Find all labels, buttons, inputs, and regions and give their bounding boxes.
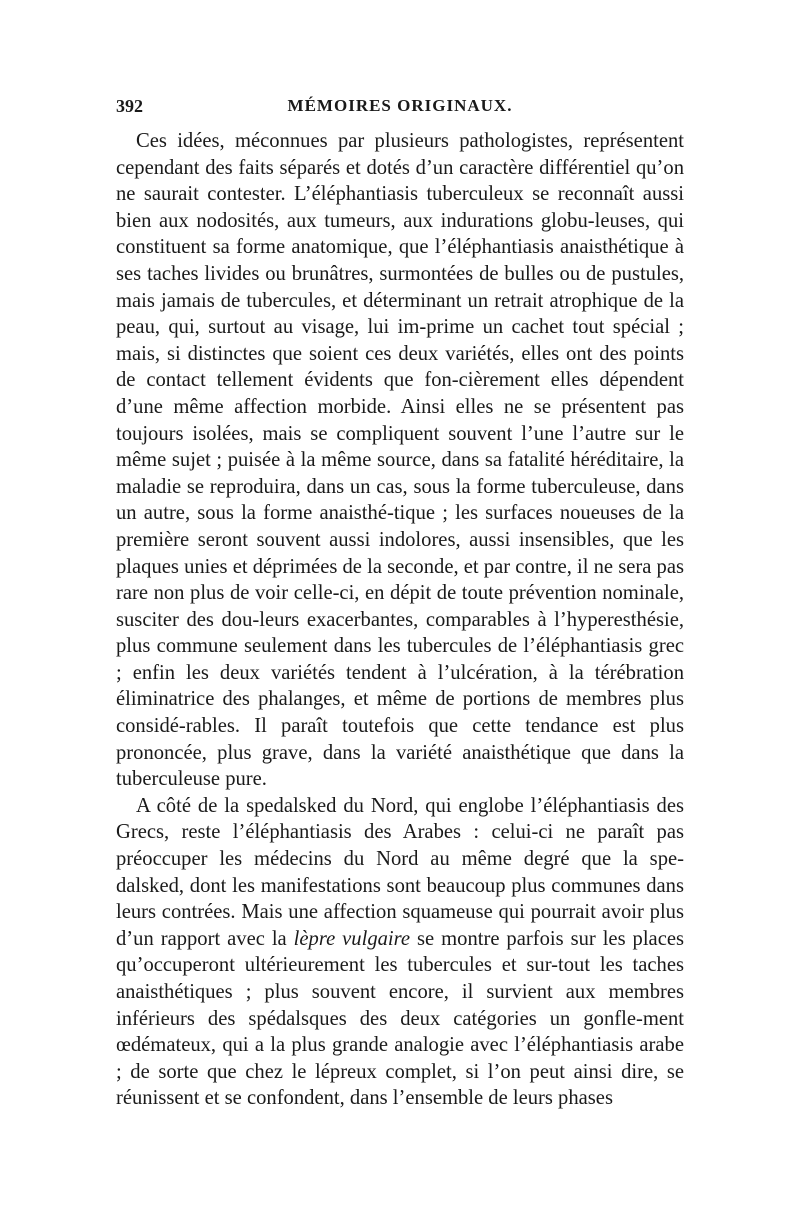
page-number: 392 xyxy=(116,96,143,116)
italic-term: lèpre vulgaire xyxy=(293,927,411,950)
paragraph-2-text-start: A côté de la spedalsked du Nord, qui englobe l’éléphantiasis des Grecs, reste l’éléphantiasis des Arabes : celui-ci ne paraît pas préoccuper les médecins du Nord au même degré que la spe-dalsked, dont les manifestations sont beaucoup plus communes dans leurs contrées. Mais une affection squameuse qui pourrait avoir plus d’un rapport avec la xyxy=(116,794,684,950)
body-text xyxy=(116,128,684,1112)
book-page xyxy=(116,96,684,1112)
paragraph-1 xyxy=(116,128,684,793)
paragraph-2-text-end: se montre parfois sur les places qu’occuperont ultérieurement les tubercules et sur-tout les taches anaisthétiques ; plus souvent encore, il survient aux membres inférieurs des spédalsques des deux catégories un gonfle-ment œdémateux, qui a la plus grande analogie avec l’éléphantiasis arabe ; de sorte que chez le lépreux complet, si l’on peut ainsi dire, se réunissent et se confondent, dans l’ensemble de leurs phases xyxy=(116,927,684,1110)
paragraph-2 xyxy=(116,793,684,1112)
running-title: MÉMOIRES ORIGINAUX. xyxy=(287,96,513,115)
paragraph-1-text: Ces idées, méconnues par plusieurs pathologistes, représentent cependant des faits séparés et dotés d’un caractère différentiel qu’on ne saurait contester. L’éléphantiasis tuberculeux se reconnaît aussi bien aux nodosités, aux tumeurs, aux indurations globu-leuses, qui constituent sa forme anatomique, que l’éléphantiasis anaisthétique à ses taches livides ou brunâtres, surmontées de bulles ou de pustules, mais jamais de tubercules, et déterminant un retrait atrophique de la peau, qui, surtout au visage, lui im-prime un cachet tout spécial ; mais, si distinctes que soient ces deux variétés, elles ont des points de contact tellement évidents que fon-cièrement elles dépendent d’une même affection morbide. Ainsi elles ne se présentent pas toujours isolées, mais se compliquent souvent l’une l’autre sur le même sujet ; puisée à la même source, dans sa fatalité héréditaire, la maladie se reproduira, dans un cas, sous la forme tuberculeuse, dans un autre, sous la forme anaisthé-tique ; les surfaces noueuses de la première seront souvent aussi indolores, aussi insensibles, que les plaques unies et déprimées de la seconde, et par contre, il ne sera pas rare non plus de voir celle-ci, en dépit de toute prévention nominale, susciter des dou-leurs exacerbantes, comparables à l’hyperesthésie, plus commune seulement dans les tubercules de l’éléphantiasis grec ; enfin les deux variétés tendent à l’ulcération, à la térébration éliminatrice des phalanges, et même de portions de membres plus considé-rables. Il paraît toutefois que cette tendance est plus prononcée, plus grave, dans la variété anaisthétique que dans la tuberculeuse pure. xyxy=(116,130,684,791)
running-head xyxy=(116,96,684,126)
